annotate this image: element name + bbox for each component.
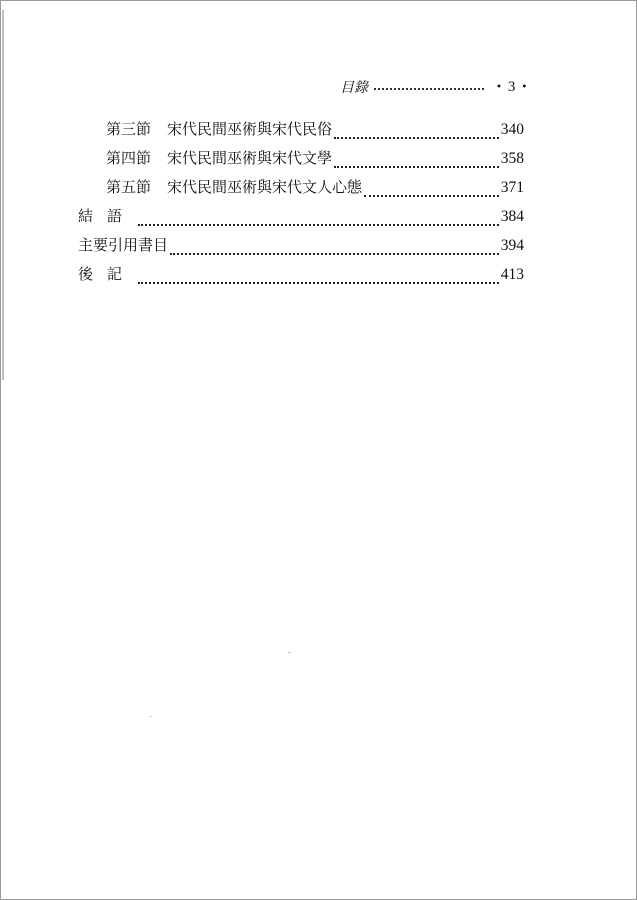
table-of-contents: [78, 118, 524, 292]
toc-section-label: 第三節: [106, 120, 152, 138]
toc-entry-title: 後記: [78, 265, 137, 283]
toc-page-number: 340: [500, 121, 524, 138]
toc-page-number: 358: [500, 150, 524, 167]
toc-entry-title: 主要引用書目: [78, 236, 169, 254]
toc-entry-title: 宋代民間巫術與宋代文學: [167, 149, 333, 167]
toc-entry-section-5[interactable]: [78, 176, 524, 205]
running-head-leader: [374, 88, 484, 90]
bullet-dot-left: •: [496, 81, 502, 93]
dot-leader: [138, 224, 499, 226]
scan-speck: [288, 652, 291, 653]
bullet-dot-right: •: [521, 81, 528, 93]
toc-entry-conclusion[interactable]: [78, 205, 524, 234]
running-head-title: 目錄: [340, 80, 368, 96]
dot-leader: [334, 137, 499, 139]
running-head: [340, 77, 540, 97]
toc-page-number: 384: [500, 208, 524, 225]
toc-section-label: 第五節: [106, 178, 152, 196]
dot-leader: [364, 195, 499, 197]
toc-entry-title: 宋代民間巫術與宋代民俗: [167, 120, 333, 138]
scan-speck: [150, 716, 152, 717]
dot-leader: [170, 253, 499, 255]
toc-entry-section-3[interactable]: [78, 118, 524, 147]
dot-leader: [334, 166, 499, 168]
toc-page-number: 371: [500, 179, 524, 196]
scan-edge-shadow: [2, 10, 4, 380]
page-number: 3: [507, 78, 516, 95]
toc-entry-title: 宋代民間巫術與宋代文人心態: [167, 178, 363, 196]
toc-entry-section-4[interactable]: [78, 147, 524, 176]
toc-entry-afterword[interactable]: [78, 263, 524, 292]
dot-leader: [138, 282, 499, 284]
toc-entry-bibliography[interactable]: [78, 234, 524, 263]
toc-page-number: 413: [500, 266, 524, 283]
toc-section-label: 第四節: [106, 149, 152, 167]
toc-entry-title: 結語: [78, 207, 137, 225]
toc-page-number: 394: [500, 237, 524, 254]
